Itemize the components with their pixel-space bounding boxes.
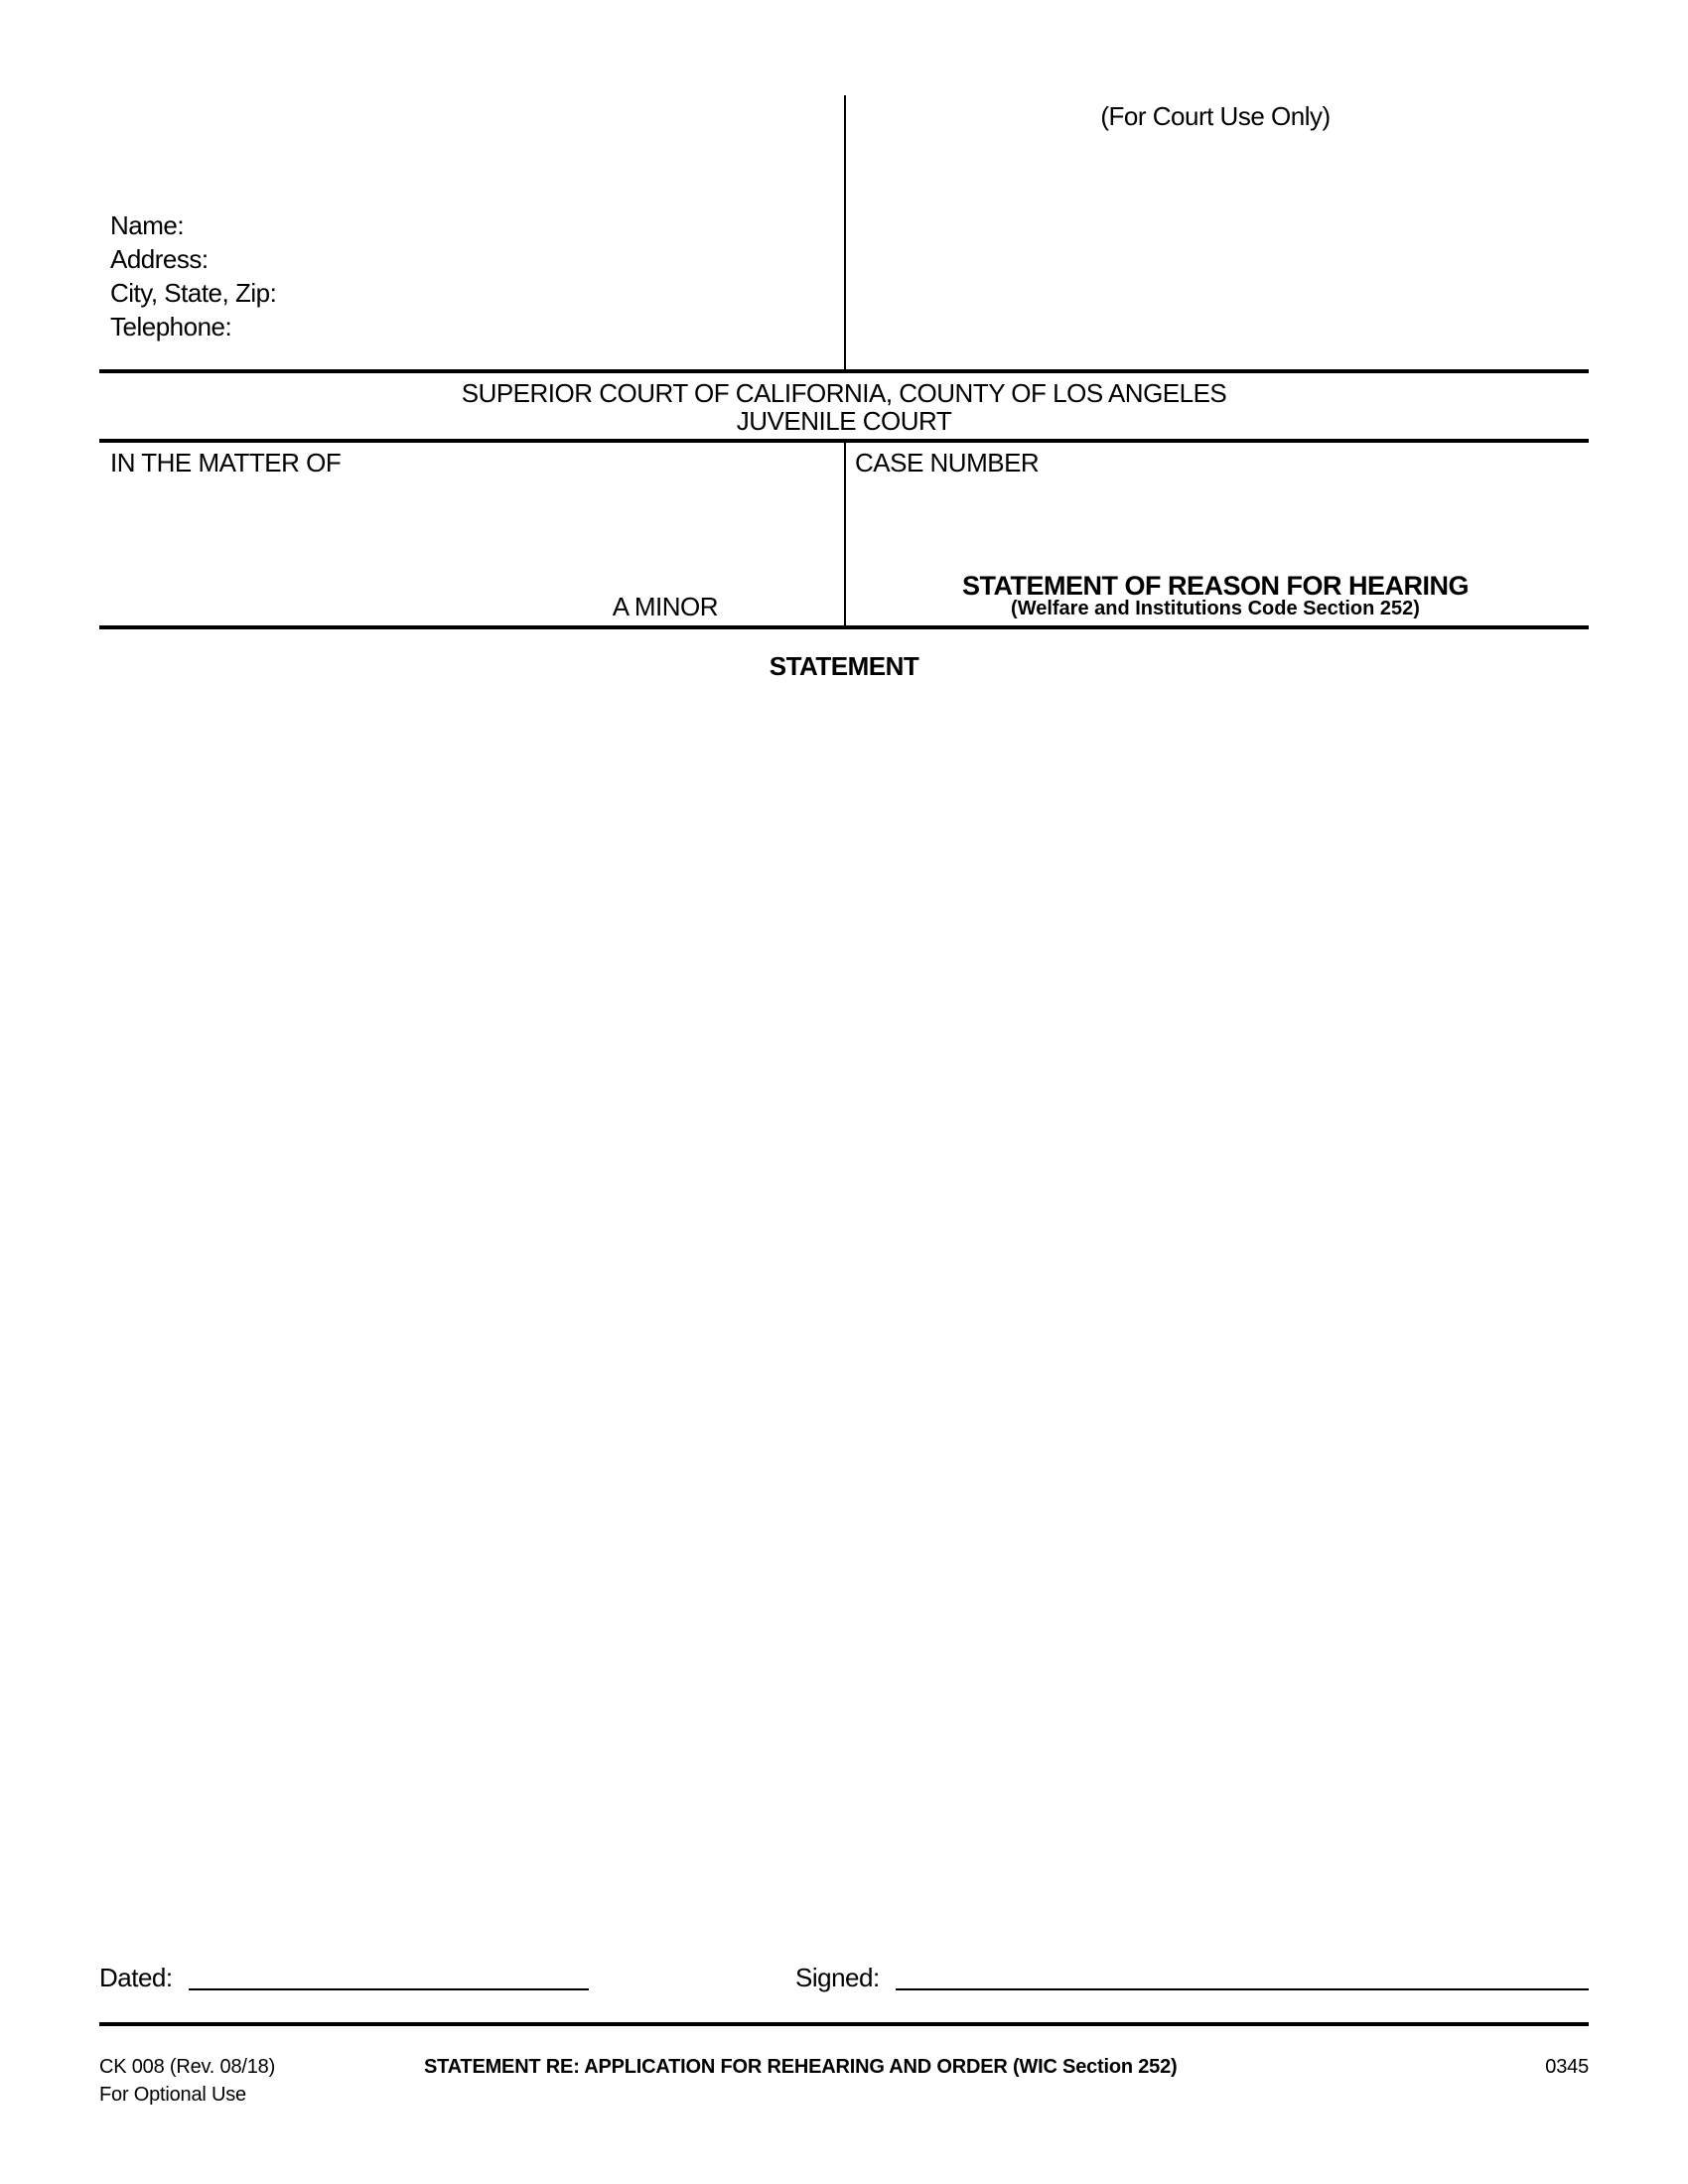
form-title: STATEMENT OF REASON FOR HEARING: [962, 571, 1469, 601]
form-usage: For Optional Use: [99, 2084, 246, 2106]
header-divider: [844, 95, 846, 371]
name-label: Name:: [110, 210, 185, 240]
statement-heading: STATEMENT: [769, 651, 919, 681]
case-number-label: CASE NUMBER: [855, 448, 1040, 478]
form-subtitle: (Welfare and Institutions Code Section 252): [1011, 598, 1420, 619]
telephone-label: Telephone:: [110, 312, 232, 341]
court-name: SUPERIOR COURT OF CALIFORNIA, COUNTY OF LOS ANGELES: [461, 378, 1227, 408]
footer-title: STATEMENT RE: APPLICATION FOR REHEARING AND ORDER (WIC Section 252): [424, 2056, 1178, 2078]
city-state-zip-label: City, State, Zip:: [110, 278, 277, 308]
matter-label: IN THE MATTER OF: [110, 448, 342, 478]
dated-label: Dated:: [99, 1963, 173, 1992]
caption-divider: [844, 441, 846, 627]
rule-body: [99, 625, 1589, 629]
address-label: Address:: [110, 244, 209, 274]
rule-footer: [99, 2022, 1589, 2026]
court-use-label: (For Court Use Only): [1100, 101, 1331, 131]
form-id: CK 008 (Rev. 08/18): [99, 2056, 276, 2078]
form-code: 0345: [1545, 2056, 1589, 2078]
dated-field[interactable]: [189, 1988, 589, 1990]
minor-label: A MINOR: [612, 592, 718, 621]
court-division: JUVENILE COURT: [736, 406, 952, 436]
rule-top: [99, 369, 1589, 373]
signed-label: Signed:: [795, 1963, 880, 1992]
signed-field[interactable]: [896, 1988, 1589, 1990]
